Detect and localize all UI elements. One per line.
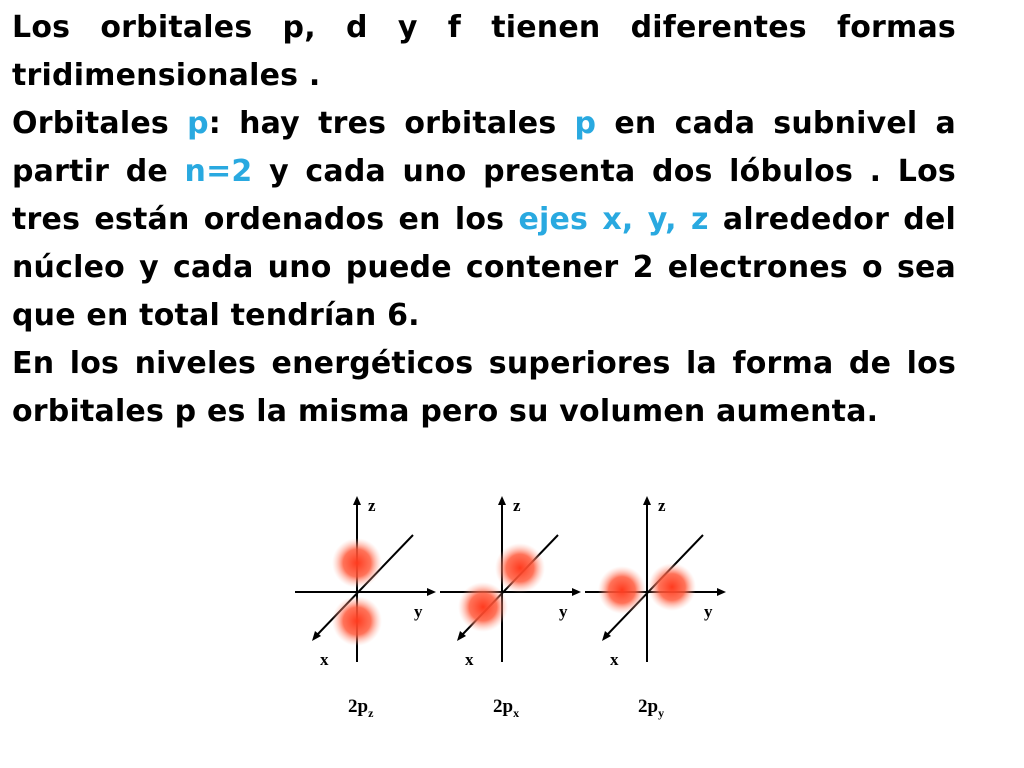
highlight-p: p	[187, 106, 209, 141]
highlight-n2: n=2	[184, 154, 253, 189]
axes-graphic	[290, 490, 440, 690]
text-run: alrededor del núcleo y cada uno puede contener 2 electrones o sea que en total tendrían 6.	[12, 202, 956, 333]
axis-label-x: x	[320, 650, 329, 669]
caption-sub: y	[658, 705, 665, 720]
axis-label-y: y	[704, 602, 713, 621]
text-run: en cada subnivel a partir de	[12, 106, 956, 189]
axis-label-x: x	[610, 650, 619, 669]
text-run: Orbitales	[12, 106, 188, 141]
paragraph-p-orbitals	[12, 100, 956, 340]
orbital-lobe	[332, 596, 382, 646]
caption-main: 2p	[638, 696, 659, 717]
orbital-lobe	[648, 563, 696, 611]
caption-sub: x	[513, 705, 520, 720]
axis-label-z: z	[513, 496, 521, 515]
orbital-diagram-2pz	[290, 490, 440, 730]
paragraph-higher-levels: En los niveles energéticos superiores la forma de los orbitales p es la misma pero su volumen aumenta.	[12, 346, 956, 429]
axes-graphic	[580, 490, 730, 690]
axes-graphic	[435, 490, 585, 690]
orbital-lobe	[495, 543, 545, 593]
highlight-p: p	[574, 106, 597, 141]
orbital-caption-2px	[493, 696, 519, 721]
paragraph-intro: Los orbitales p, d y f tienen diferentes formas tridimensionales .	[12, 10, 956, 93]
axis-label-x: x	[465, 650, 474, 669]
orbital-diagram-2py	[580, 490, 730, 730]
text-run: y cada uno presenta dos lóbulos . Los tres están ordenados en los	[12, 154, 956, 237]
orbital-lobe	[598, 566, 646, 614]
orbital-caption-2pz	[348, 696, 373, 721]
orbital-lobe	[458, 582, 508, 632]
caption-main: 2p	[493, 696, 514, 717]
orbital-diagram-2px	[435, 490, 585, 730]
axis-label-z: z	[658, 496, 666, 515]
orbital-lobe	[332, 538, 382, 588]
axis-label-z: z	[368, 496, 376, 515]
text-run: : hay tres orbitales	[208, 106, 575, 141]
caption-main: 2p	[348, 696, 369, 717]
axis-label-y: y	[414, 602, 423, 621]
highlight-axes: ejes x, y, z	[518, 202, 709, 237]
axis-label-y: y	[559, 602, 568, 621]
orbital-caption-2py	[638, 696, 664, 721]
caption-sub: z	[368, 705, 374, 720]
